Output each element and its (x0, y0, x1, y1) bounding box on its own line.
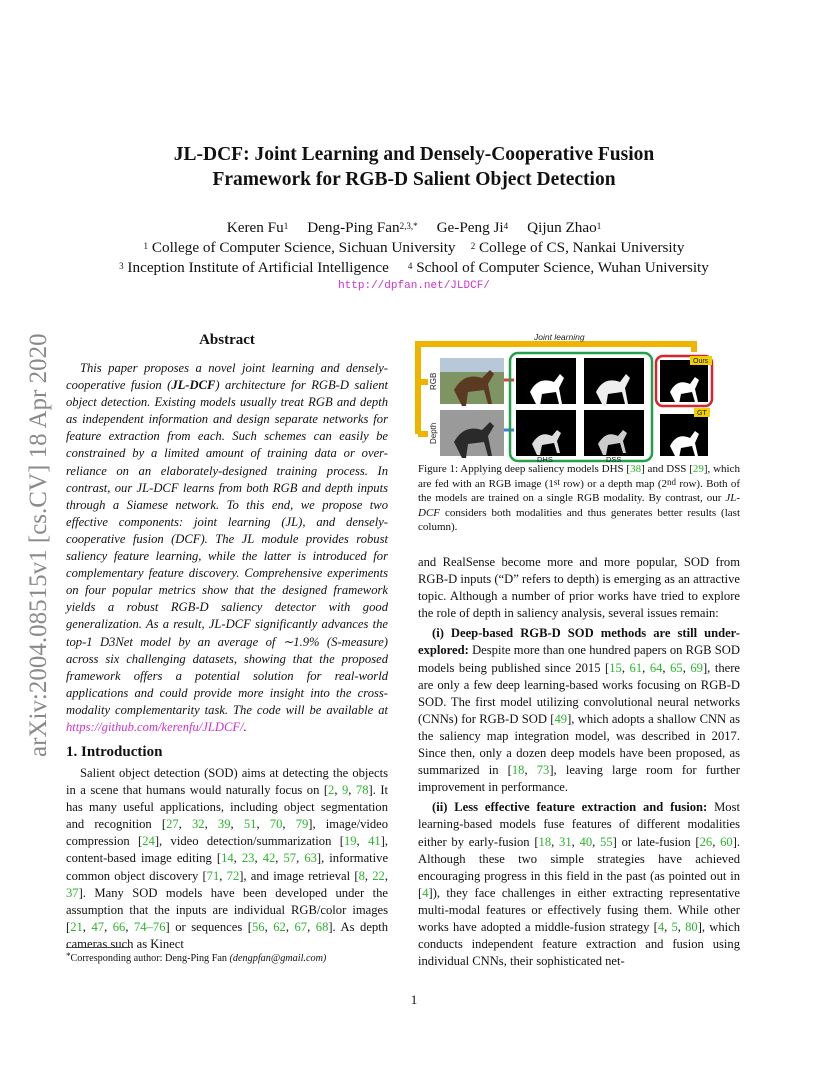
citation[interactable]: 64 (649, 660, 663, 675)
footnote-mark: * (66, 951, 71, 961)
citation[interactable]: 47 (91, 919, 105, 934)
citation[interactable]: 39 (217, 817, 231, 832)
affiliation: College of Computer Science, Sichuan University (151, 239, 456, 256)
right-paragraph-2: (i) Deep-based RGB-D SOD methods are still under-explored: Despite more than one hundred papers on RGB SOD models being published since 2015 [15, 61, 64, 65, 69], there are only a few deep learning-based works focusing on RGB-D SOD. The first model utilizing convolutional neural networks (CNNs) for RGB-D SOD [49], which adopts a shallow CNN as the saliency map integration model, was described in 2017. Since then, only a dozen deep models have been proposed, as summarized in [18, 73], leaving large room for further improvement in performance. (418, 626, 741, 795)
citation[interactable]: 14 (221, 851, 234, 866)
abstract-heading: Abstract (199, 332, 255, 348)
abstract-bold: JL-DCF (171, 378, 216, 393)
citation[interactable]: 2 (328, 783, 335, 798)
citation[interactable]: 21 (70, 919, 83, 934)
row-label-depth: Depth (429, 422, 438, 444)
affiliation-line-2 (70, 258, 758, 278)
citation[interactable]: 70 (269, 817, 283, 832)
affiliation-line-1 (70, 238, 758, 258)
footnote-email: (dengpfan@gmail.com) (229, 953, 327, 964)
author-sup: 1 (283, 221, 289, 231)
intro-body (66, 765, 388, 953)
abstract-body (66, 360, 388, 736)
affiliation-sup: 2 (470, 241, 476, 251)
arxiv-stamp (12, 280, 62, 760)
right-paragraph-1: and RealSense become more and more popular, SOD from RGB-D inputs (“D” refers to depth) is emerging as an attractive topic. Although a number of prior works have tried to explore the role of depth in saliency analysis, several issues remain: (418, 555, 740, 621)
intro-heading: 1. Introduction (66, 744, 163, 760)
arxiv-stamp-text: arXiv:2004.08515v1 [cs.CV] 18 Apr 2020 (25, 333, 52, 757)
citation[interactable]: 55 (600, 834, 613, 849)
abstract-paragraph (66, 360, 388, 736)
abstract-text: This paper proposes a novel joint learning and densely-cooperative fusion ( (66, 361, 388, 393)
paper-title (100, 142, 728, 192)
author-list (70, 218, 758, 238)
figure-1-graphic (414, 330, 744, 464)
citation[interactable]: 4 (422, 885, 429, 900)
gt-output (660, 414, 708, 456)
citation[interactable]: 29 (692, 463, 704, 475)
page-number: 1 (410, 992, 418, 1007)
affiliation-sup: 1 (143, 241, 149, 251)
citation[interactable]: 38 (630, 463, 642, 475)
citation[interactable]: 27 (166, 817, 179, 832)
citation[interactable]: 66 (112, 919, 126, 934)
citation[interactable]: 49 (554, 711, 568, 726)
citation[interactable]: 32 (192, 817, 205, 832)
citation[interactable]: 78 (355, 783, 369, 798)
author-sup: 2,3,* (399, 221, 418, 231)
abstract-text: . (243, 719, 247, 734)
citation[interactable]: 72 (226, 868, 240, 883)
citation[interactable]: 8 (358, 868, 365, 883)
citation[interactable]: 37 (66, 885, 79, 900)
citation[interactable]: 40 (579, 834, 593, 849)
col-label-dss: DSS (606, 455, 622, 464)
issue-heading-1: (i) Deep-based RGB-D SOD methods are still under-explored: (418, 626, 740, 658)
citation[interactable]: 19 (343, 834, 357, 849)
footnote-text: Corresponding author: Deng-Ping Fan (70, 953, 230, 964)
citation[interactable]: 73 (536, 763, 550, 778)
abstract-text: ) architecture for RGB-D salient object detection. Existing models usually treat RGB and depth as independent information and design separate networks for feature extraction from each. Such schemes can easily be constrained by a limited amount of training data or over-reliance on an elaborately-designed training process. In contrast, our JL-DCF learns from both RGB and depth inputs through a Siamese network. To this end, we propose two effective components: joint learning (JL), and densely-cooperative fusion (DCF). The JL module provides robust saliency feature learning, while the latter is introduced for complementary feature discovery. Comprehensive experiments on four popular metrics show that the designed framework yields a robust RGB-D saliency detector with good generalization. As a result, JL-DCF significantly advances the top-1 D3Net model by an average of ∼1.9% (S-measure) across six challenging datasets, showing that the proposed framework offers a potential solution for real-world applications and could provide more insight into the cross-modality complementarity task. The code will be available at (66, 378, 388, 717)
citation[interactable]: 71 (206, 868, 220, 883)
figure-1 (414, 330, 744, 464)
intro-paragraph: Salient object detection (SOD) aims at detecting the objects in a scene that humans would naturally focus on [2, 9, 78]. It has many useful applications, including object segmentation and recognition [27, 32, 39, 51, 70, 79], image/video compression [24], video detection/summarization [19, 41], content-based image editing [14, 23, 42, 57, 63], informative common object discovery [71, 72], and image retrieval [8, 22, 37]. Many SOD models have been developed under the assumption that the inputs are individual RGB/color images [21, 47, 66, 74–76] or sequences [56, 62, 67, 68]. As depth cameras such as Kinect (66, 766, 389, 951)
title-line-2: Framework for RGB-D Salient Object Detection (212, 169, 616, 190)
citation[interactable]: 5 (671, 919, 678, 934)
citation[interactable]: 62 (273, 919, 286, 934)
gt-label: GT (697, 410, 707, 417)
citation[interactable]: 42 (262, 851, 276, 866)
figure-caption: Figure 1: Applying deep saliency models DHS [38] and DSS [29], which are fed with an RGB image (1st row) or a depth map (2nd row). Both of the models are trained on a single RGB modality. By contrast, our JL-DCF considers both modalities and thus generates better results (last column). (418, 463, 741, 534)
project-url[interactable]: http://dpfan.net/JLDCF/ (338, 280, 490, 292)
citation[interactable]: 67 (294, 919, 308, 934)
citation[interactable]: 23 (241, 851, 255, 866)
citation[interactable]: 74–76 (134, 919, 166, 934)
citation[interactable]: 60 (720, 834, 733, 849)
footnote-rule (66, 947, 130, 948)
ordinal-sup: nd (667, 476, 677, 487)
affiliation-sup: 3 (119, 261, 124, 271)
issue-heading-2: (ii) Less effective feature extraction and fusion: (432, 800, 708, 815)
right-paragraph-3: (ii) Less effective feature extraction and fusion: Most learning-based models fuse features of different modalities either by early-fusion [18, 31, 40, 55] or late-fusion [26, 60]. Although these two simple strategies have achieved encouraging progress in this field in the past (as pointed out in [4]), they face challenges in either extracting representative multi-modal features or effectively fusing them. While other works have adopted a middle-fusion strategy [4, 5, 80], which conducts independent feature extraction and fusion using individual CNNs, their sophisticated net- (418, 800, 741, 969)
citation[interactable]: 26 (699, 834, 713, 849)
citation[interactable]: 41 (368, 834, 381, 849)
citation[interactable]: 79 (295, 817, 309, 832)
ours-output (660, 360, 708, 402)
author-name: Ge-Peng Ji (436, 219, 504, 236)
citation[interactable]: 15 (609, 660, 622, 675)
joint-learning-label: Joint learning (534, 332, 585, 342)
title-line-1: JL-DCF: Joint Learning and Densely-Cooperative Fusion (173, 144, 655, 165)
code-link[interactable]: https://github.com/kerenfu/JLDCF/ (66, 719, 244, 734)
col-label-dhs: DHS (537, 455, 553, 464)
citation[interactable]: 69 (690, 660, 703, 675)
citation[interactable]: 61 (629, 660, 643, 675)
citation[interactable]: 56 (251, 919, 265, 934)
rgb-sky (440, 358, 504, 372)
citation[interactable]: 9 (341, 783, 349, 798)
citation[interactable]: 31 (559, 834, 572, 849)
citation[interactable]: 57 (283, 851, 297, 866)
row-label-rgb: RGB (429, 372, 438, 390)
author-name: Deng-Ping Fan (307, 219, 400, 236)
caption-emphasis: JL-DCF (418, 492, 740, 519)
author-name: Keren Fu (226, 219, 284, 236)
ordinal-sup: st (553, 476, 560, 487)
affiliation: College of CS, Nankai University (479, 239, 685, 256)
citation[interactable]: 63 (304, 851, 317, 866)
author-sup: 1 (596, 221, 602, 231)
author-name: Qijun Zhao (527, 219, 597, 236)
author-sup: 4 (503, 221, 509, 231)
citation[interactable]: 68 (315, 919, 329, 934)
citation[interactable]: 51 (243, 817, 257, 832)
citation[interactable]: 22 (372, 868, 385, 883)
affiliation: School of Computer Science, Wuhan University (416, 259, 709, 276)
citation[interactable]: 24 (142, 834, 155, 849)
citation[interactable]: 65 (670, 660, 683, 675)
affiliation: Inception Institute of Artificial Intelligence (127, 259, 389, 276)
footnote (66, 952, 388, 965)
citation[interactable]: 4 (657, 919, 665, 934)
ours-label: Ours (693, 358, 709, 365)
affiliation-sup: 4 (407, 261, 413, 271)
citation[interactable]: 18 (511, 763, 525, 778)
dhs-depth-output (516, 410, 576, 456)
caption-lead: Figure 1: (418, 463, 459, 475)
right-column-body (418, 554, 740, 970)
dss-depth-output (584, 410, 644, 456)
citation[interactable]: 80 (685, 919, 698, 934)
citation[interactable]: 18 (538, 834, 552, 849)
